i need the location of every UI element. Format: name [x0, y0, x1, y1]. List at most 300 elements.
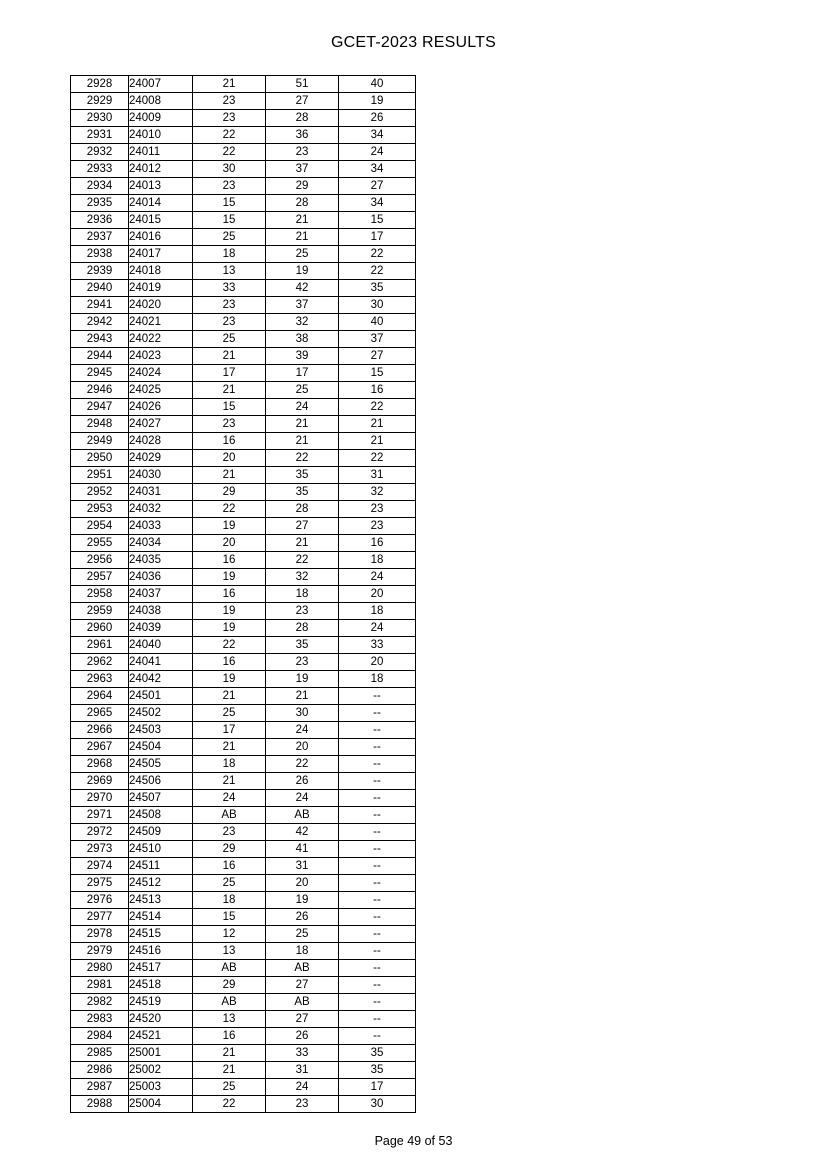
table-cell: 37 — [266, 161, 339, 178]
table-cell: 15 — [339, 212, 416, 229]
table-cell: 2955 — [71, 535, 129, 552]
table-row — [71, 212, 416, 229]
table-cell: 25 — [193, 331, 266, 348]
table-cell: 2968 — [71, 756, 129, 773]
table-cell: 28 — [266, 195, 339, 212]
table-cell: 24 — [193, 790, 266, 807]
table-cell: 2978 — [71, 926, 129, 943]
table-cell: 40 — [339, 76, 416, 93]
table-cell: 27 — [266, 518, 339, 535]
table-cell: 35 — [266, 484, 339, 501]
table-cell: 2957 — [71, 569, 129, 586]
table-cell: 21 — [193, 773, 266, 790]
table-row — [71, 909, 416, 926]
table-cell: 2928 — [71, 76, 129, 93]
table-cell: -- — [339, 688, 416, 705]
table-row — [71, 637, 416, 654]
table-cell: 37 — [266, 297, 339, 314]
table-cell: 23 — [266, 1096, 339, 1113]
table-cell: 24009 — [129, 110, 193, 127]
table-cell: 28 — [266, 501, 339, 518]
table-cell: 35 — [339, 280, 416, 297]
table-cell: 2962 — [71, 654, 129, 671]
table-cell: 20 — [193, 450, 266, 467]
table-row — [71, 790, 416, 807]
table-cell: 24031 — [129, 484, 193, 501]
table-cell: 24018 — [129, 263, 193, 280]
table-cell: -- — [339, 807, 416, 824]
table-cell: 33 — [193, 280, 266, 297]
table-cell: 21 — [193, 688, 266, 705]
table-cell: 25 — [193, 875, 266, 892]
table-cell: 34 — [339, 127, 416, 144]
table-cell: 33 — [339, 637, 416, 654]
table-cell: 22 — [266, 450, 339, 467]
table-cell: 2974 — [71, 858, 129, 875]
table-row — [71, 348, 416, 365]
table-cell: 2950 — [71, 450, 129, 467]
table-cell: 24042 — [129, 671, 193, 688]
table-row — [71, 144, 416, 161]
results-table-body — [71, 76, 416, 1113]
table-cell: AB — [193, 994, 266, 1011]
table-cell: 24011 — [129, 144, 193, 161]
table-row — [71, 722, 416, 739]
table-cell: 2942 — [71, 314, 129, 331]
table-cell: 24023 — [129, 348, 193, 365]
table-cell: 23 — [266, 654, 339, 671]
table-row — [71, 501, 416, 518]
table-cell: 2964 — [71, 688, 129, 705]
table-row — [71, 569, 416, 586]
table-cell: 12 — [193, 926, 266, 943]
table-cell: 26 — [339, 110, 416, 127]
table-cell: 23 — [266, 144, 339, 161]
table-cell: 24022 — [129, 331, 193, 348]
table-cell: 23 — [193, 416, 266, 433]
table-cell: 16 — [193, 586, 266, 603]
table-cell: 30 — [339, 1096, 416, 1113]
table-cell: -- — [339, 926, 416, 943]
table-cell: 24512 — [129, 875, 193, 892]
table-cell: 24521 — [129, 1028, 193, 1045]
table-cell: 24013 — [129, 178, 193, 195]
table-cell: 2938 — [71, 246, 129, 263]
table-row — [71, 739, 416, 756]
table-cell: 21 — [266, 688, 339, 705]
table-cell: 16 — [193, 1028, 266, 1045]
table-cell: 23 — [193, 824, 266, 841]
table-cell: 27 — [266, 1011, 339, 1028]
table-row — [71, 943, 416, 960]
table-cell: 25 — [193, 1079, 266, 1096]
table-cell: -- — [339, 739, 416, 756]
table-cell: 39 — [266, 348, 339, 365]
table-cell: 26 — [266, 1028, 339, 1045]
table-cell: 20 — [339, 586, 416, 603]
table-cell: 29 — [266, 178, 339, 195]
table-cell: 22 — [339, 450, 416, 467]
table-cell: -- — [339, 1011, 416, 1028]
table-cell: -- — [339, 790, 416, 807]
table-row — [71, 926, 416, 943]
table-cell: 2984 — [71, 1028, 129, 1045]
table-cell: 30 — [193, 161, 266, 178]
table-cell: 23 — [339, 501, 416, 518]
table-cell: 24501 — [129, 688, 193, 705]
table-cell: 23 — [339, 518, 416, 535]
table-cell: 27 — [339, 178, 416, 195]
table-cell: 15 — [193, 399, 266, 416]
table-cell: 23 — [193, 297, 266, 314]
table-row — [71, 382, 416, 399]
table-cell: 24505 — [129, 756, 193, 773]
table-row — [71, 654, 416, 671]
table-row — [71, 671, 416, 688]
table-cell: 21 — [193, 1062, 266, 1079]
table-cell: 17 — [339, 229, 416, 246]
table-cell: 2988 — [71, 1096, 129, 1113]
table-cell: 2936 — [71, 212, 129, 229]
table-cell: 51 — [266, 76, 339, 93]
table-cell: 25001 — [129, 1045, 193, 1062]
table-cell: 2930 — [71, 110, 129, 127]
table-cell: 2987 — [71, 1079, 129, 1096]
table-cell: 25003 — [129, 1079, 193, 1096]
page-number: Page 49 of 53 — [374, 1134, 453, 1148]
table-cell: 21 — [266, 535, 339, 552]
table-cell: AB — [266, 960, 339, 977]
table-cell: -- — [339, 705, 416, 722]
table-row — [71, 1028, 416, 1045]
table-cell: 18 — [193, 892, 266, 909]
table-cell: 21 — [266, 212, 339, 229]
table-row — [71, 773, 416, 790]
table-cell: 2975 — [71, 875, 129, 892]
table-cell: -- — [339, 977, 416, 994]
table-cell: 17 — [193, 365, 266, 382]
table-cell: 24015 — [129, 212, 193, 229]
table-row — [71, 229, 416, 246]
table-cell: 31 — [339, 467, 416, 484]
table-cell: -- — [339, 824, 416, 841]
table-cell: 16 — [193, 552, 266, 569]
table-cell: 24519 — [129, 994, 193, 1011]
table-cell: 2967 — [71, 739, 129, 756]
table-cell: 23 — [193, 178, 266, 195]
table-row — [71, 892, 416, 909]
table-cell: 2979 — [71, 943, 129, 960]
table-cell: 22 — [339, 399, 416, 416]
table-cell: 24014 — [129, 195, 193, 212]
table-cell: 29 — [193, 484, 266, 501]
table-row — [71, 331, 416, 348]
table-cell: 25 — [193, 705, 266, 722]
table-cell: 2971 — [71, 807, 129, 824]
table-cell: 19 — [339, 93, 416, 110]
table-row — [71, 246, 416, 263]
table-cell: 30 — [339, 297, 416, 314]
table-cell: 2970 — [71, 790, 129, 807]
table-cell: 24502 — [129, 705, 193, 722]
table-cell: -- — [339, 994, 416, 1011]
table-cell: 22 — [193, 127, 266, 144]
table-cell: -- — [339, 909, 416, 926]
table-cell: 19 — [266, 892, 339, 909]
table-cell: 35 — [266, 467, 339, 484]
table-cell: -- — [339, 756, 416, 773]
table-cell: 19 — [266, 671, 339, 688]
table-cell: 2961 — [71, 637, 129, 654]
table-cell: 24033 — [129, 518, 193, 535]
table-cell: 2948 — [71, 416, 129, 433]
table-cell: 2939 — [71, 263, 129, 280]
table-cell: 21 — [193, 348, 266, 365]
table-row — [71, 450, 416, 467]
table-row — [71, 433, 416, 450]
table-cell: 17 — [339, 1079, 416, 1096]
table-cell: 27 — [266, 93, 339, 110]
table-cell: 19 — [193, 671, 266, 688]
table-cell: 24021 — [129, 314, 193, 331]
table-cell: 35 — [266, 637, 339, 654]
table-cell: AB — [266, 994, 339, 1011]
table-cell: 31 — [266, 858, 339, 875]
table-cell: 23 — [193, 314, 266, 331]
table-cell: 24030 — [129, 467, 193, 484]
table-cell: 24032 — [129, 501, 193, 518]
table-row — [71, 161, 416, 178]
table-cell: 18 — [339, 603, 416, 620]
table-cell: -- — [339, 960, 416, 977]
table-cell: 37 — [339, 331, 416, 348]
table-cell: 29 — [193, 977, 266, 994]
table-cell: 24517 — [129, 960, 193, 977]
table-cell: 16 — [193, 858, 266, 875]
table-cell: 2931 — [71, 127, 129, 144]
table-row — [71, 1096, 416, 1113]
table-cell: 24515 — [129, 926, 193, 943]
table-row — [71, 603, 416, 620]
table-cell: 2946 — [71, 382, 129, 399]
table-cell: 19 — [193, 620, 266, 637]
table-cell: 25 — [266, 382, 339, 399]
table-cell: 24 — [339, 620, 416, 637]
table-row — [71, 807, 416, 824]
table-row — [71, 824, 416, 841]
table-row — [71, 76, 416, 93]
table-cell: 20 — [339, 654, 416, 671]
table-cell: 16 — [193, 433, 266, 450]
table-cell: 24 — [266, 1079, 339, 1096]
table-cell: 36 — [266, 127, 339, 144]
table-cell: 2944 — [71, 348, 129, 365]
table-cell: -- — [339, 892, 416, 909]
table-row — [71, 977, 416, 994]
table-cell: 22 — [193, 501, 266, 518]
table-cell: 28 — [266, 620, 339, 637]
table-cell: 2958 — [71, 586, 129, 603]
table-cell: 2959 — [71, 603, 129, 620]
table-cell: 24 — [266, 722, 339, 739]
table-cell: 21 — [339, 416, 416, 433]
table-row — [71, 688, 416, 705]
table-cell: 24511 — [129, 858, 193, 875]
table-cell: 15 — [193, 909, 266, 926]
table-cell: 21 — [193, 1045, 266, 1062]
table-cell: 33 — [266, 1045, 339, 1062]
table-cell: 2969 — [71, 773, 129, 790]
table-cell: -- — [339, 841, 416, 858]
table-cell: 2960 — [71, 620, 129, 637]
table-row — [71, 297, 416, 314]
table-cell: 24039 — [129, 620, 193, 637]
table-row — [71, 535, 416, 552]
table-row — [71, 705, 416, 722]
table-cell: 42 — [266, 824, 339, 841]
table-row — [71, 467, 416, 484]
table-cell: 19 — [193, 518, 266, 535]
table-cell: 18 — [266, 943, 339, 960]
table-cell: 26 — [266, 773, 339, 790]
table-cell: 20 — [266, 875, 339, 892]
table-row — [71, 586, 416, 603]
table-cell: 24 — [339, 144, 416, 161]
table-cell: 2981 — [71, 977, 129, 994]
table-cell: 2949 — [71, 433, 129, 450]
table-cell: 24508 — [129, 807, 193, 824]
table-cell: 18 — [266, 586, 339, 603]
table-cell: 2929 — [71, 93, 129, 110]
table-cell: 22 — [193, 144, 266, 161]
table-cell: 25002 — [129, 1062, 193, 1079]
table-cell: 2952 — [71, 484, 129, 501]
table-cell: 24513 — [129, 892, 193, 909]
table-cell: 24036 — [129, 569, 193, 586]
table-cell: 32 — [339, 484, 416, 501]
table-cell: -- — [339, 773, 416, 790]
table-cell: 17 — [266, 365, 339, 382]
table-cell: 24024 — [129, 365, 193, 382]
table-cell: 2951 — [71, 467, 129, 484]
table-cell: 25 — [266, 926, 339, 943]
table-cell: 35 — [339, 1062, 416, 1079]
table-cell: AB — [266, 807, 339, 824]
table-cell: 2966 — [71, 722, 129, 739]
table-cell: 34 — [339, 195, 416, 212]
results-table — [70, 75, 416, 1113]
table-cell: 25004 — [129, 1096, 193, 1113]
table-row — [71, 1079, 416, 1096]
table-cell: 24035 — [129, 552, 193, 569]
table-cell: 40 — [339, 314, 416, 331]
table-cell: 2932 — [71, 144, 129, 161]
table-row — [71, 314, 416, 331]
table-row — [71, 280, 416, 297]
table-cell: 22 — [339, 263, 416, 280]
table-cell: 22 — [193, 1096, 266, 1113]
table-cell: 24514 — [129, 909, 193, 926]
table-cell: 15 — [339, 365, 416, 382]
table-cell: 21 — [266, 229, 339, 246]
table-cell: 16 — [193, 654, 266, 671]
table-cell: 24029 — [129, 450, 193, 467]
table-cell: 2947 — [71, 399, 129, 416]
table-cell: 21 — [193, 382, 266, 399]
table-cell: 29 — [193, 841, 266, 858]
table-row — [71, 416, 416, 433]
table-cell: 32 — [266, 314, 339, 331]
table-row — [71, 552, 416, 569]
table-cell: 24041 — [129, 654, 193, 671]
table-row — [71, 1062, 416, 1079]
table-row — [71, 858, 416, 875]
table-cell: 2976 — [71, 892, 129, 909]
table-cell: 24503 — [129, 722, 193, 739]
table-cell: 22 — [266, 552, 339, 569]
table-cell: 13 — [193, 263, 266, 280]
table-cell: 24028 — [129, 433, 193, 450]
table-cell: 2945 — [71, 365, 129, 382]
table-cell: 24507 — [129, 790, 193, 807]
table-cell: 35 — [339, 1045, 416, 1062]
table-cell: 24034 — [129, 535, 193, 552]
table-cell: 24509 — [129, 824, 193, 841]
table-cell: 13 — [193, 943, 266, 960]
table-row — [71, 110, 416, 127]
table-row — [71, 178, 416, 195]
table-cell: 22 — [339, 246, 416, 263]
table-cell: -- — [339, 943, 416, 960]
table-cell: 22 — [193, 637, 266, 654]
table-cell: 24504 — [129, 739, 193, 756]
table-cell: 24520 — [129, 1011, 193, 1028]
table-cell: 19 — [193, 569, 266, 586]
table-cell: 24027 — [129, 416, 193, 433]
table-cell: 28 — [266, 110, 339, 127]
table-cell: 21 — [193, 467, 266, 484]
table-cell: 2941 — [71, 297, 129, 314]
table-cell: 21 — [193, 739, 266, 756]
table-cell: 26 — [266, 909, 339, 926]
table-cell: 38 — [266, 331, 339, 348]
table-cell: 20 — [266, 739, 339, 756]
table-cell: 24040 — [129, 637, 193, 654]
table-row — [71, 960, 416, 977]
table-cell: 27 — [266, 977, 339, 994]
table-cell: 19 — [266, 263, 339, 280]
table-cell: 22 — [266, 756, 339, 773]
table-row — [71, 195, 416, 212]
table-cell: 2935 — [71, 195, 129, 212]
table-row — [71, 365, 416, 382]
table-cell: 2940 — [71, 280, 129, 297]
table-row — [71, 756, 416, 773]
table-cell: -- — [339, 1028, 416, 1045]
table-cell: 2954 — [71, 518, 129, 535]
table-cell: 18 — [339, 671, 416, 688]
table-cell: 24 — [339, 569, 416, 586]
table-cell: 18 — [193, 246, 266, 263]
table-row — [71, 127, 416, 144]
table-cell: 31 — [266, 1062, 339, 1079]
table-cell: 24026 — [129, 399, 193, 416]
table-row — [71, 518, 416, 535]
table-cell: 2977 — [71, 909, 129, 926]
table-cell: 2953 — [71, 501, 129, 518]
table-cell: 2943 — [71, 331, 129, 348]
table-cell: 42 — [266, 280, 339, 297]
